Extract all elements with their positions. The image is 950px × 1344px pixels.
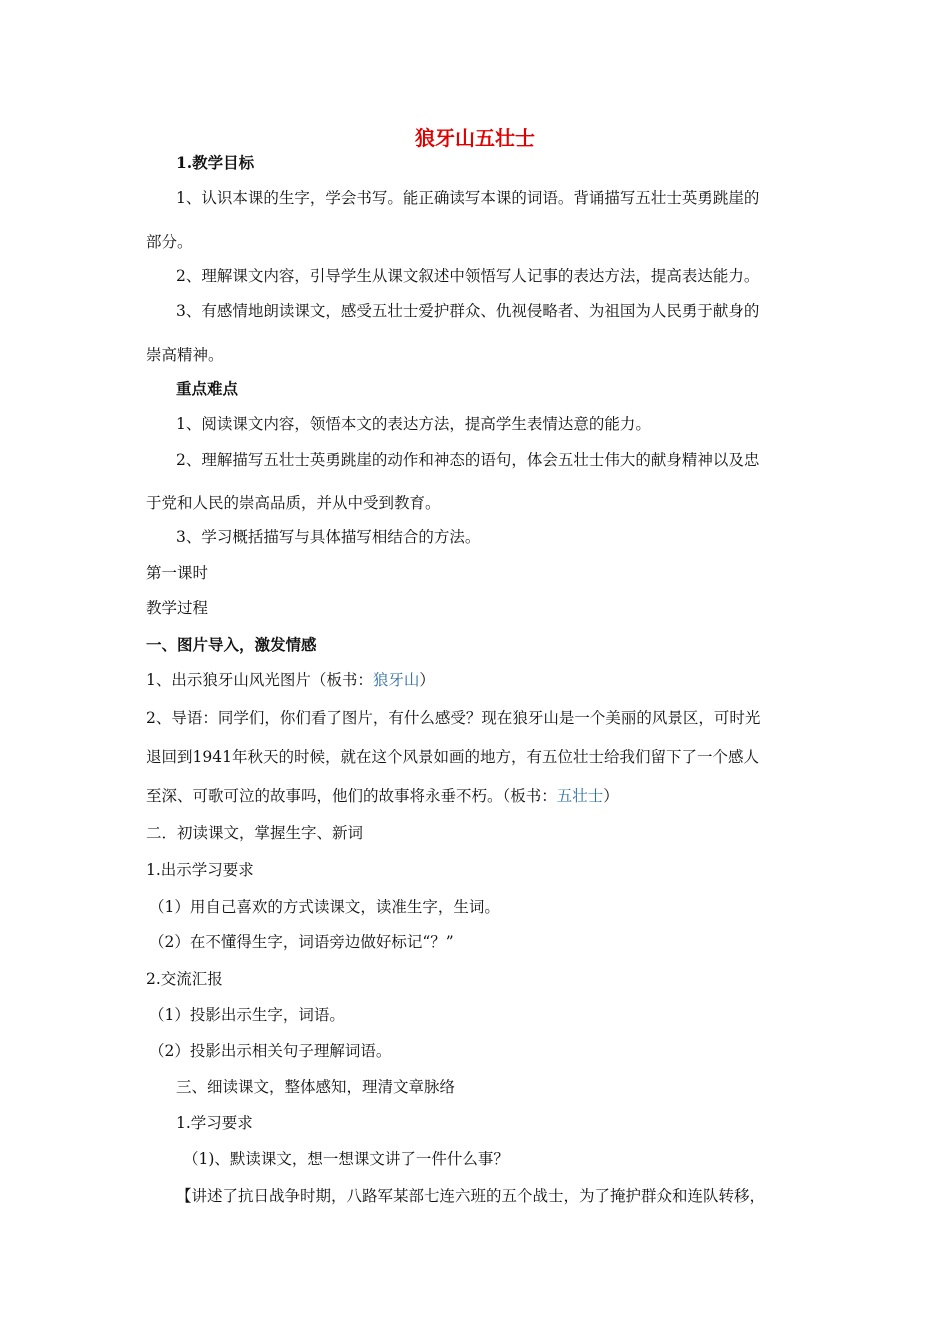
paragraph-line: 3、学习概括描写与具体描写相结合的方法。 [176, 528, 481, 546]
paragraph-line: （2）在不懂得生字，词语旁边做好标记“？” [149, 933, 454, 951]
paragraph-line: 崇高精神。 [146, 346, 224, 364]
paragraph-line: 2、理解描写五壮士英勇跳崖的动作和神态的语句，体会五壮士伟大的献身精神以及忠 [176, 451, 760, 469]
paragraph-line [146, 786, 619, 806]
line-text: ） [419, 671, 435, 689]
section-heading-first-reading: 二．初读课文，掌握生字、新词 [146, 824, 364, 842]
board-note: 五壮士 [556, 787, 604, 805]
paragraph-line: 部分。 [146, 233, 193, 251]
paragraph-line: 【讲述了抗日战争时期，八路军某部七连六班的五个战士，为了掩护群众和连队转移， [176, 1187, 766, 1205]
paragraph-line: 于党和人民的崇高品质，并从中受到教育。 [146, 494, 441, 512]
paragraph-line: 退回到1941年秋天的时候，就在这个风景如画的地方，有五位壮士给我们留下了一个感人 [146, 748, 759, 766]
line-text: ） [603, 787, 619, 805]
section-heading-close-reading: 三、细读课文，整体感知，理清文章脉络 [176, 1078, 456, 1096]
paragraph-line: （2）投影出示相关句子理解词语。 [149, 1042, 392, 1060]
paragraph-line: 2.交流汇报 [146, 970, 223, 988]
paragraph-line [146, 670, 435, 690]
document-title: 狼牙山五壮士 [415, 126, 535, 150]
board-note: 狼牙山 [372, 671, 420, 689]
lesson-label: 第一课时 [146, 564, 209, 582]
paragraph-line: （1）用自己喜欢的方式读课文，读准生字，生词。 [149, 898, 500, 916]
paragraph-line: 3、有感情地朗读课文，感受五壮士爱护群众、仇视侵略者、为祖国为人民勇于献身的 [176, 302, 760, 320]
paragraph-line: 1.学习要求 [176, 1114, 253, 1132]
paragraph-line: （1)、默读课文，想一想课文讲了一件什么事？ [183, 1150, 509, 1168]
line-text: 1、出示狼牙山风光图片（板书： [146, 671, 373, 689]
paragraph-line: 2、理解课文内容，引导学生从课文叙述中领悟写人记事的表达方法，提高表达能力。 [176, 267, 760, 285]
section-heading-objectives: 1.教学目标 [176, 153, 255, 172]
paragraph-line: 1、认识本课的生字，学会书写。能正确读写本课的词语。背诵描写五壮士英勇跳崖的 [176, 189, 760, 207]
line-text: 至深、可歌可泣的故事吗，他们的故事将永垂不朽。（板书： [146, 787, 557, 805]
paragraph-line: 2、导语：同学们，你们看了图片，有什么感受？现在狼牙山是一个美丽的风景区，可时光 [146, 709, 761, 727]
paragraph-line: 1、阅读课文内容，领悟本文的表达方法，提高学生表情达意的能力。 [176, 415, 651, 433]
paragraph-line: （1）投影出示生字，词语。 [149, 1006, 345, 1024]
section-heading-keypoints: 重点难点 [176, 379, 239, 398]
section-heading-intro: 一、图片导入，激发情感 [146, 635, 317, 654]
process-label: 教学过程 [146, 599, 209, 617]
paragraph-line: 1.出示学习要求 [146, 861, 254, 879]
